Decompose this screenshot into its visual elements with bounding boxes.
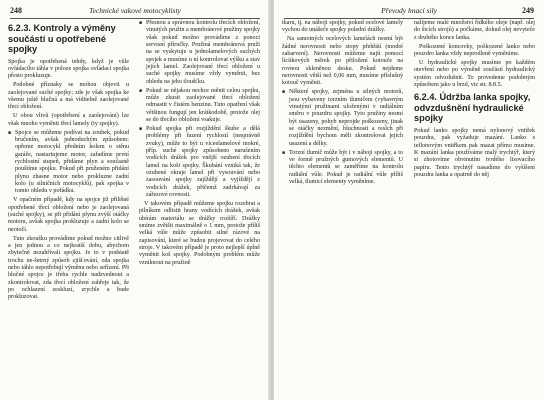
left-page <box>0 0 270 400</box>
paragraph: Spojka je opotřebená tehdy, když je vůle ovládacího táhla v poloze spojka ovládací spojka přesto prokluzuje. <box>8 58 129 80</box>
bullet-paragraph: ■ Torzní tlumič může být i v náboji spojky, a to ve formě pružných gumových elementů. U těchto elementů se zaměříme na kontrolu radiální vůle. Pokud je radiální vůle příliš velká, tlumicí elementy vyměníme. <box>282 150 403 187</box>
right-column-2 <box>414 20 535 181</box>
left-running-title: Technické vakové motocyklisty <box>89 6 181 15</box>
paragraph: V takovém případě můžeme spojku rozebrat a pilníkem odlistit hrany vodících drážek, avšak ubírám materiálu se drážky rozšíří. Drážky smíme zvětšit maximálně o 1 mm, protože příliš velká vůle může způsobit silné rázové na zapisování, které se budou projevovat do celého stroje. V takovém případě je proto nejlepší úplně vyměnit koš spojky. Podobným problém může vzniknout na pružině <box>139 201 260 266</box>
bullet-paragraph: ■ Pokud se nějakou nechce měnit celou spojku, může zkusit zaolejované třecí obložení odmastit v čistém benzinu. Tuto opatření však většinou fungují jen krátkodobě, protože olej se do třecího obložení vsakuje. <box>139 88 260 125</box>
section-heading-6-2-3: 6.2.3. Kontroly a výměny součástí u opotřebené spojky <box>8 23 116 55</box>
bullet-paragraph: ■ Některé spojky, zejména u silných motorů, jsou vybaveny torzním tlumičem (vybavným vinutými pružinami uloženými v radiálním směru v pouzdru spojky. Tyto pružiny nesmí být usazeny, pohyb neprojde poškozeny, jinak se otáčky nezmění, hluchnosti a reslch při rozjíždění bychom měli zkontrolovat jejich usazení a délky. <box>282 89 403 148</box>
section-heading-6-2-4: 6.2.4. Údržba lanka spojky, odvzdušnění hydraulické spojky <box>414 92 531 124</box>
paragraph: Pokud lanko spojky nemá nylonový vnitřek pouzdra, pak vyžaduje mazání. Lanko s teflonovým vnitřkem pak mazat přímo musíme. K mazání lanka používáme malý trychtýř, který si zhotovíme obvinutím tvrdého lisovacího papíru. Tento trychtýř nasadíme do vyšíšení pouzdra lanka a opatrně do něj <box>414 128 535 179</box>
right-page-number: 249 <box>522 6 534 15</box>
paragraph: Poškozené koncovky, poškozené lanko nebo pouzdro lanka vždy neprodleně vyměníme. <box>414 43 535 57</box>
right-running-title: Převody hnací sily <box>381 6 437 15</box>
bullet-paragraph: ■ Pokud spojka při rozjíždění škube a dělá problémy při řazení rychlostí (nesprávně zvuky), může to být u víceelamelové mokré, příp. suché spojky způsobeno narušením vodících drážek pro vnější ozubení třecích lamel na koši spojky. Škubání vzniká tak, že ozubené okraje lamel při vysouvání nebo zasouvání spojky zajíždějí a vyjíždějí z vodicích drážek, přičemž zadrhávají za zářezové rovnosti. <box>139 126 260 199</box>
left-column-1 <box>8 20 129 303</box>
right-column-1 <box>282 20 403 188</box>
bullet-paragraph: ■ Přesnou a správnou kontrolu třecích obložení, vinutých pružin a membránové pružiny spojky však pokud možno provádíme z ponoci servisní příručky. Pružiná membránová pruži na se vyskytuje u jednolamelových suchých spojek a musíme u ní kontrolovat výšku a stav jejích lamel. Zaolejované třecí obložení u suché spojky musíme vždy vyměnit, bez ohledu na jeho tloušťku. <box>139 20 260 86</box>
paragraph: tkaru, tj. na náboji spojky, pokud ocelové lamely vychou do unášeče spojky polední drážky. <box>282 20 403 34</box>
bullet-paragraph: ■ Spojce se můžeme podívat na zoubek, pokud bručením, avšak jednoduchým způsobem: opřeme motocykl předním kolem o stěnu garáže, nastartujeme motor, zařadíme první rychlostní stupeň, přidáme plyn a současně pouštíme spojku. Pokud při pruženém přidání plynu zhasne motor nebo prokluzne zadní kolo (u silničních motocyklů), pak spojka v tomto ohledu v pořádku. <box>8 130 129 196</box>
paragraph: Na samotných ocelových lamelách nesmí být žádné nerovnosti nebo stopy přehřátí (modré zabarvení). Nerovnosti můžeme najít pomocí lícítkových měrek po přiložení kotouče na rovnou skleněnou desku. Pokud nejdeme nerovnosti větší než 0,06 mm, musíme příslušný kotouč vyměnit. <box>282 36 403 87</box>
right-page-header <box>284 6 534 19</box>
left-page-header <box>10 6 260 19</box>
paragraph: nalijeme malé množství řídkého oleje (např. olej do šicích strojů) a počkáme, dokud olej nevyteče z druhého konce lanka. <box>414 20 535 41</box>
paragraph: Tuto zkoušku provádíme pokud možno citlivě a jen jednou a co nejkratší dobu, abychom zbytečně nezahřívali spojku. Je to v podstatě trochu ne-šetrný způsob zjišťování, zda spojka nebo táhlo nepotřebují výměnu nebo seřízení. Při hlučné spojce je třeba rychle nadzvednout a zkontrolovat, zda třecí obložení zahřeje tak, že po ochlazení zeskluzí, zrychle a bude prokluzovat. <box>8 235 129 301</box>
paragraph: U obou vlivů (opotřebení a zaolejování) lze však mnoho vyměnit třecí lamely (ty spojky). <box>8 113 129 127</box>
paragraph: Podobné příznaky se mohou objevit u zaolejované suché spojky; zde je však spojka ke všemu ještě hlučná a má víditelně zaolejované třecí obložení. <box>8 82 129 111</box>
paragraph: V opačném případě, kdy na spojce již přilišné opotřebené třecí obložení nebo je zaolejovaná (suché spojky), se při přidání plynu zvýší otáčky motoru, avšak spojka prokluzuje a zadní kolo se neotočí. <box>8 197 129 233</box>
left-column-2 <box>139 20 260 269</box>
paragraph: U hydraulické spojky musíme po každém otevření nebo po výměně součástí hydraulický systém odvzdušnit. To provedeme podobným způsobem jako u brzd, viz str. 8.8.5. <box>414 59 535 88</box>
left-page-number: 248 <box>10 6 22 15</box>
right-page <box>274 0 544 400</box>
